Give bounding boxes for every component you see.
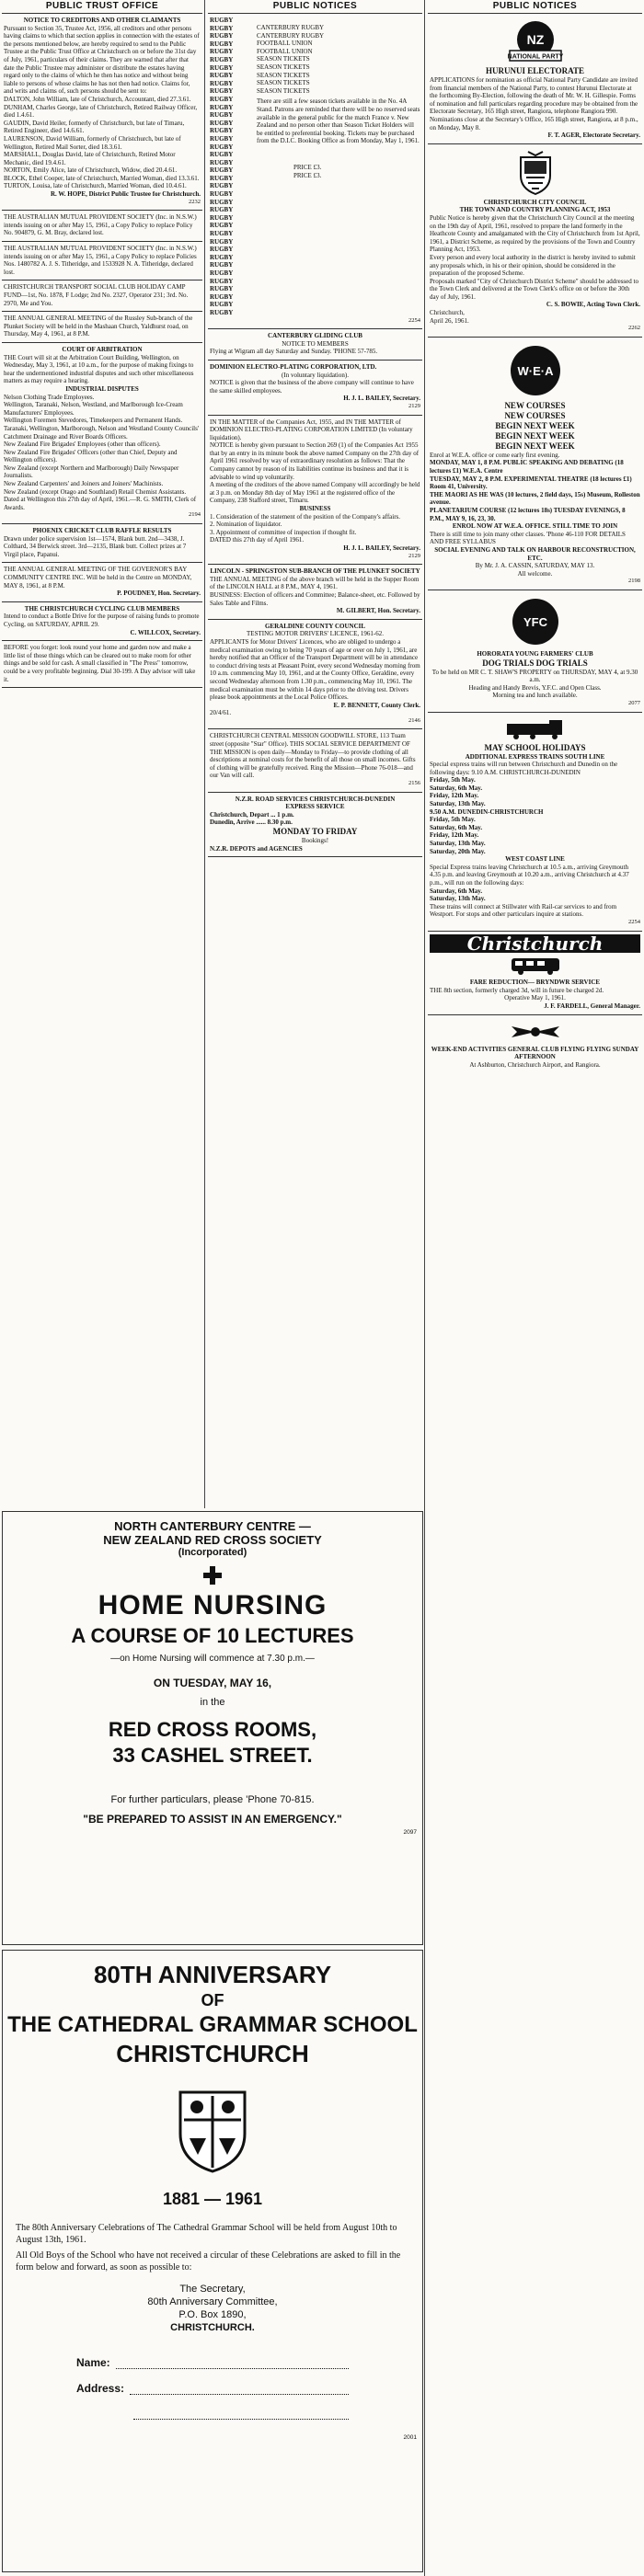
classified-promo: [2, 641, 202, 688]
bus-icon: [430, 956, 640, 976]
business-item: 3. Appointment of committee of inspection if thought fit.: [210, 528, 357, 536]
rugby-headline: SEASON TICKETS: [257, 79, 310, 87]
ad-number: 2262: [628, 325, 640, 332]
young-farmers-notice: [428, 590, 642, 713]
trains-days-list: [430, 887, 640, 903]
dispute-entry: New Zealand (except Otago and Southland) Retail Chemist Assistants.: [4, 487, 187, 496]
companies-act-notice: [208, 416, 422, 566]
rugby-word: RUGBY: [210, 17, 234, 24]
rugby-word: RUGBY: [210, 222, 234, 230]
cycling-signature: C. WILLCOX, Secretary.: [130, 628, 201, 636]
rugby-word: RUGBY: [210, 151, 234, 159]
wea-course-item: PLANETARIUM COURSE (12 lectures 18s) TUESDAY EVENINGS, 8 P.M., MAY 9, 16, 23, 30.: [430, 507, 626, 522]
train-day: Friday, 5th May.: [430, 776, 476, 784]
dominion-title: DOMINION ELECTRO-PLATING CORPORATION, LTD.: [210, 362, 377, 371]
rugby-headline: SEASON TICKETS: [257, 71, 310, 79]
rugby-word: RUGBY: [210, 119, 234, 127]
council-date: April 26, 1961.: [430, 316, 469, 325]
hurunui-body: APPLICATIONS for nomination as official National Party Candidate are invited from financial members of the National Party, to contest Hurunui Electorate at the forthcoming By-Election, following the death of Mr. W. H. Gillespie. Forms of nomination and full particulars regarding procedure may be obtained from the Electorate Secretary, 165 High street, Rangiora, telephone Rangiora 990.: [430, 76, 638, 116]
address-line: 80th Anniversary Committee,: [147, 2296, 278, 2307]
goodwill-body: CHRISTCHURCH CENTRAL MISSION GOODWILL STORE, 113 Tuam street (opposite "Star" Office). THIS SOCIAL SERVICE DEPARTMENT OF THE MISSION is open daily—Monday to Friday—to provide clothing of all descriptions at nominal costs for the benefit of all those on small incomes. Gifts of clothing will be gratefully received. Ring the Mission—Phone 76-018—and our Van will call.: [210, 732, 416, 780]
companies-title: IN THE MATTER of the Companies Act, 1955, and IN THE MATTER of DOMINION ELECTRO-PLATING CORPORATION LIMITED (In voluntary liquidation).: [210, 418, 413, 441]
yfc-title: HORORATA YOUNG FARMERS' CLUB: [477, 649, 593, 658]
rugby-word: RUGBY: [210, 55, 234, 63]
goodwill-store-notice: [208, 729, 422, 792]
rugby-repeat-column: [210, 17, 254, 317]
lincoln-plunket-notice: [208, 565, 422, 620]
trains-days-list: [430, 776, 640, 807]
rugby-word: RUGBY: [210, 230, 234, 238]
estate-entry: DUNHAM, Charles George, late of Christchurch, Retired Railway Officer, died 1.4.61.: [4, 103, 198, 120]
course-in: in the: [200, 1697, 225, 1708]
ad-number: 2156: [408, 780, 420, 787]
dispute-entry: Nelson Clothing Trade Employees.: [4, 393, 95, 401]
fare-date: Operative May 1, 1961.: [504, 994, 566, 1002]
geraldine-signature: E. P. BENNETT, County Clerk.: [333, 701, 420, 709]
yfc-body-2: Heading and Handy Brevis, Y.F.C. and Open Class.: [468, 683, 602, 692]
school-years: 1881 — 1961: [162, 2190, 263, 2208]
section-header: PUBLIC NOTICES: [428, 0, 642, 14]
geraldine-notice: [208, 620, 422, 730]
disputes-list: [4, 394, 201, 497]
trains-sub-2: 9.50 A.M. DUNEDIN-CHRISTCHURCH: [430, 807, 544, 816]
rugby-word: RUGBY: [210, 277, 234, 285]
ad-number: 2254: [408, 316, 420, 324]
wea-logo-text: W·E·A: [517, 363, 553, 378]
plunket-agm-notice: [2, 312, 202, 343]
column-left: [2, 0, 202, 688]
courses-headline: BEGIN NEXT WEEK: [495, 441, 575, 451]
train-day: Saturday, 6th May.: [430, 823, 483, 831]
train-day: Saturday, 13th May.: [430, 840, 486, 848]
dominion-notice: [208, 361, 422, 416]
rugby-word: RUGBY: [210, 95, 234, 103]
rugby-word: RUGBY: [210, 63, 234, 72]
amp-text: THE AUSTRALIAN MUTUAL PROVIDENT SOCIETY (Inc. in N.S.W.) intends issuing on or after May 15, 1961, a Copy Policy to replace Policies Nos. 1480782 A. J. S. Titheridge, and 1533928 N. A. Titheridge, declared lost.: [4, 245, 197, 276]
wea-course-item: TUESDAY, MAY 2, 8 P.M. EXPERIMENTAL THEATRE (18 lectures £1) Room 41, University.: [430, 475, 632, 491]
train-day: Saturday, 6th May.: [430, 887, 483, 895]
rugby-word: RUGBY: [210, 237, 234, 246]
section-header: PUBLIC TRUST OFFICE: [2, 0, 202, 14]
column-divider: [204, 0, 205, 1508]
companies-body-2: A meeting of the creditors of the above named Company will accordingly be held at 3 p.m. on Monday 8th day of May 1961 at the registered office of the Company, 238 Stafford street, Timaru.: [210, 481, 420, 505]
column-right: [428, 0, 642, 1072]
agm-signature: P. POUDNEY, Hon. Secretary.: [117, 590, 201, 598]
rugby-headline: SEASON TICKETS: [257, 86, 310, 95]
redcross-title-1: NORTH CANTERBURY CENTRE —: [114, 1519, 311, 1533]
public-trust-notice: [2, 14, 202, 211]
rugby-word: RUGBY: [210, 24, 234, 32]
city-crest-icon: [430, 150, 640, 196]
weekend-title: WEEK-END ACTIVITIES GENERAL CLUB FLYING FLYING SUNDAY AFTERNOON: [431, 1045, 639, 1061]
ad-number: 2194: [189, 511, 201, 519]
anniversary-of: OF: [201, 1991, 224, 2009]
raffle-body: Drawn under police supervision 1st—1574, Blank butt. 2nd—3438, J. Colthard, 34 Berwick street. 3rd—2135, Blank butt. Collect prizes at 7 Virgil place, Papanui.: [4, 534, 187, 558]
train-day: Saturday, 20th May.: [430, 847, 486, 855]
geraldine-date: 20/4/61.: [210, 709, 232, 717]
course-venue: RED CROSS ROOMS,: [108, 1718, 317, 1741]
nzr-timetable: [210, 811, 420, 827]
ad-number: 2198: [628, 578, 640, 585]
wea-course-item: MONDAY, MAY 1, 8 P.M. PUBLIC SPEAKING AND DEBATING (18 lectures £1) W.E.A. Centre: [430, 459, 624, 475]
courses-headline: BEGIN NEXT WEEK: [495, 430, 575, 441]
nzr-sub: EXPRESS SERVICE: [285, 803, 345, 811]
weekend-flying-notice: [428, 1015, 642, 1073]
lincoln-title: LINCOLN - SPRINGSTON SUB-BRANCH OF THE PLUNKET SOCIETY: [210, 567, 420, 576]
school-city: CHRISTCHURCH: [116, 2040, 309, 2067]
trains-body: Special express trains will run between Christchurch and Dunedin on the following days: 9.10 A.M. CHRISTCHURCH-DUNEDIN: [430, 761, 618, 776]
rugby-word: RUGBY: [210, 111, 234, 120]
agm-text: THE ANNUAL GENERAL MEETING of the Russley Sub-branch of the Plunket Society will be held in the Mashaan Church, Yaldhurst road, on Thursday, May 4, 1961, at 8 P.M.: [4, 315, 193, 338]
column-middle: [208, 0, 422, 857]
rugby-word: RUGBY: [210, 190, 234, 199]
dispute-entry: New Zealand Fire Brigades' Officers (other than Chief, Deputy and Wellington officers).: [4, 448, 178, 464]
estate-entry: LAURENSON, David William, formerly of Christchurch, but late of Wellington, Retired Mail Sorter, died 18.3.61.: [4, 134, 181, 151]
school-name: THE CATHEDRAL GRAMMAR SCHOOL: [7, 2012, 418, 2037]
wea-course-item: THE MAORI AS HE WAS (10 lectures, 2 field days, 15s) Museum, Rolleston avenue.: [430, 490, 640, 507]
yfc-body: To be held on MR C. T. SHAW'S PROPERTY on THURSDAY, MAY 4, at 9.30 a.m.: [431, 668, 638, 684]
reply-form: [3, 2334, 422, 2420]
rugby-word: RUGBY: [210, 308, 234, 316]
dominion-signature: H. J. L. BAILEY, Secretary.: [343, 395, 420, 403]
dominion-body: NOTICE is given that the business of the above company will continue to have the same skilled employees.: [210, 379, 414, 395]
city-council-notice: [428, 144, 642, 338]
nzr-title: N.Z.R. ROAD SERVICES CHRISTCHURCH-DUNEDIN: [235, 795, 396, 803]
nzr-signature: N.Z.R. DEPOTS and AGENCIES: [210, 844, 303, 853]
wea-body: There is still time to join many other classes. 'Phone 46-110 FOR DETAILS AND FREE SYLLABUS: [430, 530, 626, 546]
redcross-title-2: NEW ZEALAND RED CROSS SOCIETY: [103, 1533, 322, 1547]
rugby-headline: SEASON TICKETS: [257, 55, 310, 63]
section-header: PUBLIC NOTICES: [208, 0, 422, 14]
hurunui-title: HURUNUI ELECTORATE: [486, 66, 584, 75]
geraldine-sub: TESTING MOTOR DRIVERS' LICENCE, 1961-62.: [247, 630, 384, 638]
wea-notice: [428, 338, 642, 590]
national-party-notice: [428, 14, 642, 144]
address-line: P.O. Box 1890,: [178, 2309, 247, 2320]
train-day: Friday, 12th May.: [430, 831, 479, 840]
gliding-sub: NOTICE TO MEMBERS: [282, 339, 349, 348]
rugby-headline: CANTERBURY RUGBY: [257, 31, 325, 40]
business-date: DATED this 27th day of April 1961.: [210, 536, 305, 544]
arbitration-body: THE Court will sit at the Arbitration Court Building, Wellington, on Wednesday, May 3, 1961, at 10 a.m., for the purpose of making fixings to hear the undermentioned industrial disputes and such other miscellaneous matters as may require a hearing.: [4, 353, 194, 385]
wea-social: SOCIAL EVENING AND TALK ON HARBOUR RECONSTRUCTION, ETC.: [434, 545, 636, 562]
logo-party-text: NATIONAL PARTY: [507, 53, 563, 61]
rugby-word: RUGBY: [210, 158, 234, 166]
trains-title: MAY SCHOOL HOLIDAYS: [484, 742, 586, 752]
rugby-word: RUGBY: [210, 103, 234, 111]
wea-welcome: All welcome.: [517, 569, 553, 578]
notice-title: NOTICE TO CREDITORS AND OTHER CLAIMANTS: [23, 17, 181, 24]
estate-entry: DALTON, John William, late of Christchurch, Accountant, died 27.3.61.: [4, 95, 191, 103]
rugby-word: RUGBY: [210, 261, 234, 269]
ad-number: 2001: [403, 2434, 417, 2441]
notice-body: Pursuant to Section 35, Trustee Act, 1956, all creditors and other persons having claims to which that section applies in connection with the estates of the persons mentioned below, are hereby required to send to the Public Trustee at the Public Trust Office at Christchurch on or before the 31st day of July, 1961, particulars of their claims. They are warned that after that date the Public Trustee may administer or distribute the estates having regard only to the claims of which he then has notice and without being liable to persons of whose claims he has not then had notice. Claims for, and writs and claims of, such persons should be sent to:: [4, 24, 200, 96]
council-title: CHRISTCHURCH CITY COUNCIL: [483, 198, 587, 206]
dispute-entry: New Zealand (except Northern and Marlborough) Daily Newspaper Journalists.: [4, 464, 179, 480]
rugby-word: RUGBY: [210, 174, 234, 182]
dispute-entry: New Zealand Fire Brigades' Employees (other than officers).: [4, 441, 161, 449]
wings-icon: [430, 1021, 640, 1043]
rugby-word: RUGBY: [210, 87, 234, 96]
address-field[interactable]: [130, 2383, 349, 2395]
address-field-2[interactable]: [133, 2408, 349, 2420]
secretary-address: [3, 2283, 422, 2334]
courses-headlines: [430, 401, 640, 452]
nzr-timetable-row: Christchurch, Depart ... 1 p.m.: [210, 810, 294, 819]
rugby-word: RUGBY: [210, 79, 234, 87]
address-line: The Secretary,: [179, 2284, 246, 2295]
dispute-entry: New Zealand Carpenters' and Joiners and Joiners' Machinists.: [4, 480, 164, 488]
rugby-word: RUGBY: [210, 40, 234, 48]
christchurch-transport-logo: Christchurch: [430, 934, 640, 954]
yfc-logo: [430, 596, 640, 647]
redcross-motto: "BE PREPARED TO ASSIST IN AN EMERGENCY.": [83, 1813, 342, 1826]
rugby-word: RUGBY: [210, 206, 234, 214]
fare-title: FARE REDUCTION— BRYNDWR SERVICE: [469, 979, 601, 987]
council-place: Christchurch,: [430, 309, 465, 317]
trains-sub-3: WEST COAST LINE: [505, 855, 565, 864]
yfc-logo-text: YFC: [523, 614, 547, 629]
rugby-prices: [257, 164, 420, 179]
lincoln-body: THE ANNUAL MEETING of the above branch will be held in the Supper Room of the LINCOLN HALL at 8 P.M., MAY 4, 1961.: [210, 575, 420, 591]
rugby-notice: [208, 14, 422, 329]
raffle-title: PHOENIX CRICKET CLUB RAFFLE RESULTS: [32, 527, 172, 535]
redcross-title-3: (Incorporated): [178, 1547, 247, 1558]
estate-entry: TURTON, Louisa, late of Christchurch, Married Woman, died 10.4.61.: [4, 182, 187, 190]
estates-list: [4, 96, 201, 190]
column-divider: [424, 0, 425, 2576]
rugby-word: RUGBY: [210, 301, 234, 309]
ad-number: 2254: [628, 918, 640, 925]
rugby-headline: FOOTBALL UNION: [257, 40, 313, 48]
red-cross-icon: [3, 1565, 422, 1586]
notice-signature: R. W. HOPE, District Public Trustee for Christchurch.: [50, 190, 201, 199]
cycling-club-notice: [2, 602, 202, 641]
business-heading: BUSINESS: [299, 505, 331, 513]
disputes-heading: INDUSTRIAL DISPUTES: [65, 384, 139, 393]
school-crest-icon: [3, 2083, 422, 2175]
ad-number: 2232: [189, 198, 201, 205]
rugby-word: RUGBY: [210, 285, 234, 293]
bus-fare-notice: [428, 932, 642, 1015]
business-list: [210, 513, 420, 537]
wea-course-list: [430, 459, 640, 522]
weekend-body: At Ashburton, Christchurch Airport, and Rangiora.: [469, 1060, 601, 1069]
trains-body-3: Special Express trains leaving Christchurch at 10.5 a.m., arriving Greymouth 4.35 p.m. and leaving Greymouth at 10.20 a.m., arriving Christchurch at 4.37 p.m., will run on the following days:: [430, 863, 629, 887]
rugby-word: RUGBY: [210, 269, 234, 277]
train-day: Saturday, 13th May.: [430, 800, 486, 808]
transport-text: CHRISTCHURCH TRANSPORT SOCIAL CLUB HOLIDAY CAMP FUND—1st, No. 1878, F Lodge; 2nd No. 2327, Operator 231; 3rd. No. 2970, Me and You.: [4, 283, 189, 307]
gliding-body: Flying at Wigram all day Saturday and Sunday. 'PHONE 57-785.: [210, 348, 378, 356]
rugby-price: PRICE £3.: [293, 163, 322, 171]
ad-number: 2077: [628, 699, 640, 706]
courses-headline: NEW COURSES: [504, 410, 566, 420]
trains-body-4: These trains will connect at Stillwater with Rail-car services to and from Westport. For stops and other particulars inquire at stations.: [430, 902, 617, 919]
council-body: Public Notice is hereby given that the Christchurch City Council at the meeting on the 19th day of April, 1961, resolved to prepare the land formerly in the Heathcote County and amalgamated with the City of Christchurch from 1st April, 1961, a District Scheme, as required by the provisions of the Town and Country Planning Act, 1953.: [430, 213, 640, 254]
council-body-3: Proposals marked "City of Christchurch District Scheme" should be addressed to the Town Clerk and delivered at the Town Clerk's office on or before the 30th day of July, 1961.: [430, 277, 638, 301]
wea-enrol: Enrol at W.E.A. office or come early first evening.: [430, 451, 560, 459]
rugby-content: [254, 17, 420, 317]
arbitration-date: Dated at Wellington this 27th day of April, 1961.—R. G. SMITH, Clerk of Awards.: [4, 496, 197, 511]
rugby-word: RUGBY: [210, 72, 234, 80]
name-label: Name:: [76, 2356, 110, 2369]
wea-speaker: By Mr. J. A. CASSIN, SATURDAY, MAY 13.: [475, 562, 595, 570]
rugby-word: RUGBY: [210, 48, 234, 56]
business-item: 2. Nomination of liquidator.: [210, 521, 282, 529]
amp-notice-1: [2, 211, 202, 242]
yfc-sub: DOG TRIALS DOG TRIALS: [482, 658, 588, 668]
course-address: 33 CASHEL STREET.: [112, 1744, 313, 1767]
rugby-headline: CANTERBURY RUGBY: [257, 24, 325, 31]
geraldine-body: APPLICANTS for Motor Drivers' Licences, who are obliged to undergo a medical examination owing to being 70 years of age or over on July 1, 1961, are hereby notified that an Officer of the Transport Department will be in attendance to conduct driving tests at Pleasant Point, every second Wednesday morning from 10 a.m. commencing May 10, 1961, and at the County Office, Geraldine, every second Wednesday afternoon from 1.30 p.m., commencing May 10, 1961. The medical examination must be within 14 days prior to the driving test. Drivers please book appointments at the Local Police Offices.: [210, 637, 420, 702]
business-item: 1. Consideration of the statement of the position of the Company's affairs.: [210, 512, 401, 521]
train-day: Friday, 5th May.: [430, 816, 476, 824]
nzr-road-services-ad: [208, 793, 422, 858]
cycling-body: Intend to conduct a Bottle Drive for the purpose of raising funds to promote Cycling, on SATURDAY, APRIL 29.: [4, 613, 200, 628]
address-label: Address:: [76, 2382, 125, 2395]
fare-signature: J. F. FARDELL, General Manager.: [544, 1002, 640, 1010]
nzr-days: MONDAY TO FRIDAY: [272, 827, 358, 836]
amp-notice-2: [2, 242, 202, 280]
agm-text: THE ANNUAL GENERAL MEETING OF THE GOVERNOR'S BAY COMMUNITY CENTRE INC. Will be held in the Centre on MONDAY, MAY 8, 1961, at 8 P.M.: [4, 566, 192, 590]
name-field[interactable]: [116, 2357, 349, 2369]
rugby-headline: SEASON TICKETS: [257, 63, 310, 71]
ad-number: 2097: [403, 1829, 417, 1836]
estate-entry: GAUDIN, David Heiler, formerly of Christchurch, but late of Timaru, Retired Engineer, died 14.6.61.: [4, 119, 185, 135]
fare-body: THE 8th section, formerly charged 3d, will in future be charged 2d.: [430, 986, 604, 994]
rugby-word: RUGBY: [210, 198, 234, 206]
wea-enrol-now: ENROL NOW AT W.E.A. OFFICE. STILL TIME TO JOIN: [452, 522, 618, 531]
amp-text: THE AUSTRALIAN MUTUAL PROVIDENT SOCIETY (Inc. in N.S.W.) intends issuing on or after May 15, 1961, a Copy Policy to replace Policy No. 904879, G. M. Bray, declared lost.: [4, 213, 197, 237]
nzr-bookings: Bookings!: [301, 837, 329, 844]
governors-bay-notice: [2, 563, 202, 601]
council-body-2: Every person and every local authority in the district is hereby invited to submit any proposals which, in his or their opinion, should be considered in the preparation of the proposed Scheme.: [430, 253, 636, 278]
wea-logo: [430, 343, 640, 398]
further-particulars: For further particulars, please 'Phone 70-815.: [110, 1794, 315, 1805]
council-signature: C. S. BOWIE, Acting Town Clerk.: [546, 301, 640, 309]
nzr-timetable-row: Dunedin, Arrive ...... 8.30 p.m.: [210, 819, 293, 827]
yfc-body-3: Morning tea and lunch available.: [492, 692, 578, 700]
promo-text: BEFORE you forget: look round your home and garden now and make a little list of those things which can be cleared out to make room for other things and be sold for cash. A small classified in "The Press" tomorrow, could be a very profitable beginning. Dial 30-199. A Day advisor will take it.: [4, 644, 196, 683]
ad-number: 2146: [408, 716, 420, 724]
rugby-word: RUGBY: [210, 32, 234, 40]
celebrations-body: The 80th Anniversary Celebrations of The Cathedral Grammar School will be held from August 10th to August 13th, 1961.: [16, 2223, 397, 2245]
rugby-price: PRICE £3.: [293, 171, 322, 179]
courses-headline: NEW COURSES: [504, 400, 566, 410]
courses-headline: BEGIN NEXT WEEK: [495, 420, 575, 430]
celebrations-body-2: All Old Boys of the School who have not received a circular of these Celebrations are asked to fill in the form below and forward, as soon as possible to:: [16, 2250, 401, 2273]
school-holiday-trains-ad: [428, 713, 642, 932]
commencement-note: —on Home Nursing will commence at 7.30 p.m.—: [110, 1654, 315, 1664]
ad-number: 2129: [408, 552, 420, 559]
dominion-sub: (In voluntary liquidation).: [282, 371, 349, 379]
lincoln-body-2: BUSINESS: Election of officers and Committee; Balance-sheet, etc. Followed by Sales Table and Films.: [210, 590, 420, 607]
rugby-word: RUGBY: [210, 246, 234, 254]
transport-notice: [2, 280, 202, 312]
hurunui-close: Nominations close at the Secretary's Office, 165 High street, Rangiora, at 8 p.m., on Monday, May 8.: [430, 115, 638, 132]
gliding-notice: [208, 329, 422, 361]
red-cross-ad: [2, 1511, 423, 1945]
council-sub: THE TOWN AND COUNTRY PLANNING ACT, 1953: [459, 206, 611, 214]
estate-entry: MARSHALL, Douglas David, late of Christchurch, Retired Motor Mechanic, died 19.4.61.: [4, 151, 176, 166]
rugby-headlines: [257, 24, 420, 95]
rugby-word: RUGBY: [210, 166, 234, 175]
estate-entry: BLOCK, Ethel Cooper, late of Christchurch, Married Woman, died 13.3.61.: [4, 174, 200, 182]
logo-nz-text: NZ: [526, 32, 544, 47]
anniversary-heading: 80TH ANNIVERSARY: [93, 1961, 332, 1988]
arbitration-title: COURT OF ARBITRATION: [62, 345, 143, 353]
dispute-entry: Taranaki, Wellington, Marlborough, Nelson and Westland County Councils' Catchment Drainage and River Boards Officers.: [4, 424, 200, 441]
trains-days-list: [430, 816, 640, 855]
ad-number: 2129: [408, 402, 420, 409]
lincoln-signature: M. GILBERT, Hon. Secretary.: [336, 607, 420, 615]
rugby-word: RUGBY: [210, 253, 234, 261]
national-party-logo: [430, 19, 640, 63]
train-day: Friday, 12th May.: [430, 792, 479, 800]
rugby-word: RUGBY: [210, 213, 234, 222]
rugby-word: RUGBY: [210, 292, 234, 301]
cathedral-grammar-ad: [2, 1950, 423, 2572]
companies-body: NOTICE is hereby given pursuant to Section 269 (1) of the Companies Act 1955 that by an entry in its minute book the above named Company on the 27th day of April 1961 resolved by way of extraordinary resolution as follows: That the Company cannot by reason of its liabilities continue its business and that it is advisable to wind up voluntarily.: [210, 441, 420, 481]
estate-entry: NORTON, Emily Alice, late of Christchurch, Widow, died 20.4.61.: [4, 166, 178, 175]
address-line: CHRISTCHURCH.: [170, 2322, 255, 2333]
dispute-entry: Wellington Foremen Stevedores, Timekeepers and Permanent Hands.: [4, 417, 183, 425]
dispute-entry: Wellington, Taranaki, Nelson, Westland, and Marlborough Ice-Cream Manufacturers' Employees.: [4, 401, 183, 417]
cycling-title: THE CHRISTCHURCH CYCLING CLUB MEMBERS: [24, 604, 180, 613]
geraldine-title: GERALDINE COUNTY COUNCIL: [264, 622, 366, 630]
rugby-headline: FOOTBALL UNION: [257, 47, 313, 55]
rugby-body: There are still a few season tickets available in the No. 4A Stand. Patrons are reminded that there will be no reserved seats available in the general public for the match France v. New Zealand and no person other than Season Ticket Holders will be entitled to preferential booking. Tickets may be purchased from the D.I.C. Booking Office as from Monday, May 1, 1961.: [257, 97, 420, 145]
lectures-heading: A COURSE OF 10 LECTURES: [71, 1624, 354, 1647]
course-date: ON TUESDAY, MAY 16,: [153, 1677, 272, 1689]
train-day: Saturday, 6th May.: [430, 784, 483, 792]
rugby-word: RUGBY: [210, 182, 234, 190]
gliding-title: CANTERBURY GLIDING CLUB: [268, 332, 362, 340]
home-nursing-heading: HOME NURSING: [98, 1590, 328, 1620]
rugby-word: RUGBY: [210, 127, 234, 135]
trains-sub: ADDITIONAL EXPRESS TRAINS SOUTH LINE: [465, 752, 605, 761]
phoenix-raffle-notice: [2, 524, 202, 563]
rugby-word: RUGBY: [210, 143, 234, 151]
hurunui-signature: F. T. AGER, Electorate Secretary.: [547, 132, 640, 140]
railway-train-icon: [430, 718, 640, 740]
business-signature: H. J. L. BAILEY, Secretary.: [343, 544, 420, 552]
train-day: Saturday, 13th May.: [430, 895, 486, 903]
rugby-word: RUGBY: [210, 134, 234, 143]
arbitration-notice: [2, 343, 202, 524]
